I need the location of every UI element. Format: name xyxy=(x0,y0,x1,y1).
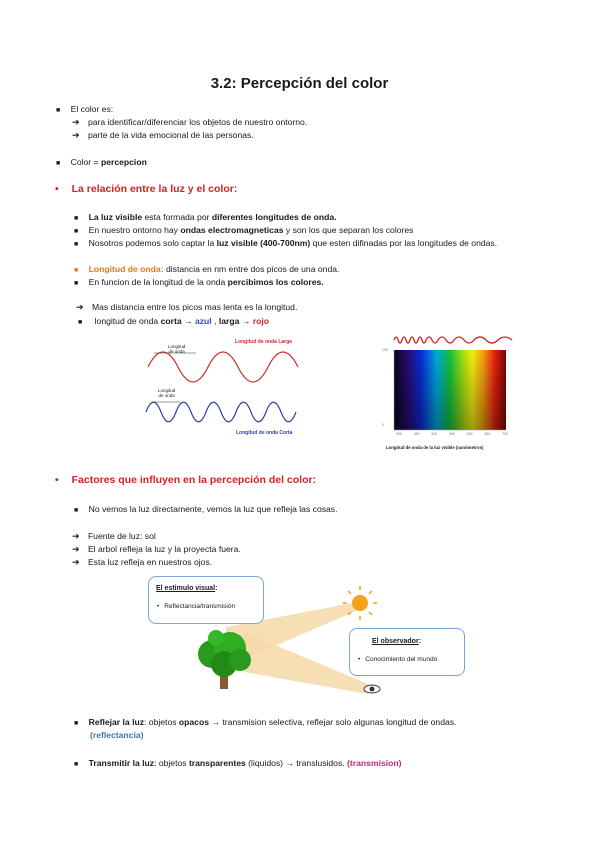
arrow-icon: ➔ xyxy=(72,544,80,554)
label-short-wave: Longitud de onda Corta xyxy=(236,430,293,436)
arrow-item: ➔ Esta luz refleja en nuestros ojos. xyxy=(72,557,213,567)
y-tick-0: 0 xyxy=(382,423,384,427)
y-tick-100: 100 xyxy=(382,348,388,352)
list-item: ■ La luz visible esta formada por diferentes longitudes de onda. xyxy=(74,212,337,222)
list-item: ■ Longitud de onda: distancia en nm entre dos picos de una onda. xyxy=(74,264,340,274)
list-item-transmitir: ■ Transmitir la luz: objetos transparentes (liquidos) → translusidos. (transmision) xyxy=(74,758,402,768)
label-long-wave: Longitud de onda Larga xyxy=(235,339,292,345)
bullet-icon: ■ xyxy=(56,107,61,114)
spectrum-caption: Longitud de onda de la luz visible (nanómetros) xyxy=(386,445,484,450)
spectrum-diagram xyxy=(382,330,517,455)
list-item: ■ En funcion de la longitud de la onda percibimos los colores. xyxy=(74,277,324,287)
x-tick: 550 xyxy=(449,432,455,436)
list-item: ■ En nuestro ontorno hay ondas electromagneticas y son los que separan los colores xyxy=(74,225,414,235)
bullet-color-es: ■ El color es: xyxy=(56,104,114,114)
x-tick: 650 xyxy=(484,432,491,436)
bullet-icon: ■ xyxy=(74,241,79,248)
x-tick: 700 xyxy=(502,432,508,436)
bullet-icon: ■ xyxy=(74,761,79,768)
bullet-icon: ■ xyxy=(74,720,79,727)
x-tick: 400 xyxy=(396,432,402,436)
arrow-icon: ➔ xyxy=(72,531,80,541)
lambda-label-long: Longitud de onda xyxy=(168,344,186,354)
box1-item: • Reflectancia/transmisión xyxy=(157,603,236,610)
spectrum-figure xyxy=(382,330,517,455)
box2-item: • Conocimiento del mundo xyxy=(358,656,438,663)
arrow-item: ➔ Mas distancia entre los picos mas lenta es la longitud. xyxy=(76,302,298,312)
list-item: ■ longitud de onda corta → azul , larga → rojo xyxy=(78,316,270,326)
box-observador xyxy=(349,628,465,676)
bullet-icon: ■ xyxy=(56,160,61,167)
x-ticks xyxy=(396,432,508,436)
box1-title: El estimulo visual: xyxy=(156,585,218,592)
arrow-item: ➔ Fuente de luz: sol xyxy=(72,531,156,541)
red-dot-icon: • xyxy=(55,183,59,195)
bullet-icon: ■ xyxy=(74,280,79,287)
box2-title: El observador: xyxy=(372,638,422,645)
page-title: 3.2: Percepción del color xyxy=(210,75,389,92)
bullet-icon: ■ xyxy=(74,228,79,235)
bullet-icon: ■ xyxy=(74,507,79,514)
section-heading-factores: • Factores que influyen en la percepción del color: xyxy=(55,474,317,486)
sun-icon xyxy=(352,595,368,611)
x-tick: 500 xyxy=(431,432,438,436)
red-dot-icon: • xyxy=(55,474,59,486)
section-heading-luz-color: • La relación entre la luz y el color: xyxy=(55,183,238,195)
bullet-color-percepcion: ■ Color = percepcion xyxy=(56,157,147,167)
list-item-reflejar: ■ Reflejar la luz: objetos opacos → transmision selectiva, reflejar solo algunas longitud de ondas. xyxy=(74,717,457,727)
arrow-item: ➔ El arbol refleja la luz y la proyecta fuera. xyxy=(72,544,241,554)
perception-diagram xyxy=(146,572,438,702)
arrow-icon: ➔ xyxy=(72,557,80,567)
bullet-icon: ■ xyxy=(74,267,79,274)
arrow-icon: ➔ xyxy=(72,130,80,140)
long-wave xyxy=(148,352,298,382)
lambda-label-short: Longitud de onda xyxy=(158,388,176,398)
list-item: ■ Nosotros podemos solo captar la luz visible (400-700nm) que esten difinadas por las longitudes de ondas. xyxy=(74,238,498,248)
short-wave xyxy=(146,402,296,422)
arrow-item: ➔ parte de la vida emocional de las personas. xyxy=(72,130,254,140)
bullet-icon: ■ xyxy=(78,319,83,326)
wave-figure xyxy=(140,332,340,442)
bullet-icon: ■ xyxy=(74,215,79,222)
box-estimulo-visual xyxy=(148,576,264,624)
arrow-icon: ➔ xyxy=(72,117,80,127)
arrow-item: ➔ para identificar/diferenciar los objetos de nuestro ontorno. xyxy=(72,117,308,127)
arrow-icon: ➔ xyxy=(76,302,84,312)
x-tick: 600 xyxy=(466,432,473,436)
x-tick: 450 xyxy=(413,432,420,436)
spectrum-wave xyxy=(394,337,512,343)
list-item: ■ No vemos la luz directamente, vemos la luz que refleja las cosas. xyxy=(74,504,338,514)
reflectancia-note: (reflectancia) xyxy=(90,730,144,740)
